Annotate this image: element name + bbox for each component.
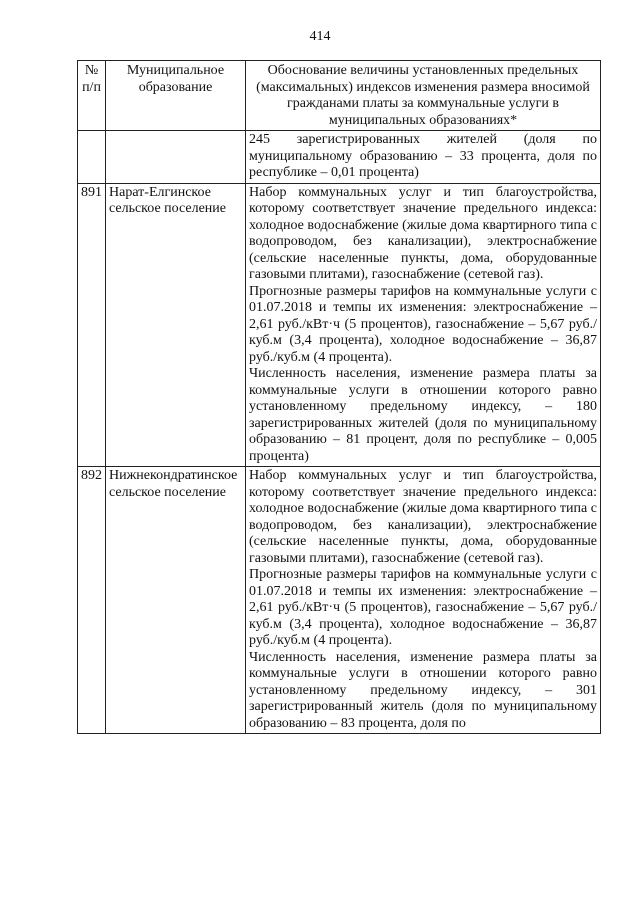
population-paragraph: Численность населения, изменение размера платы за коммунальные услуги в отношении которого равно установленному предельному индексу, – 301 зарегистрированный житель (доля по муниципальному образованию – 83 процента, доля по	[249, 649, 597, 731]
tariff-index-table	[77, 60, 601, 734]
table-row-continuation	[78, 131, 601, 184]
continuation-text: 245 зарегистрированных жителей (доля по муниципальному образованию – 33 процента, доля по республике – 0,01 процента)	[249, 132, 597, 180]
table-row	[78, 183, 601, 467]
row-municipality: Нарат-Елгинское сельское поселение	[106, 183, 246, 467]
page-number: 414	[309, 29, 331, 44]
row-justification	[246, 467, 601, 734]
population-paragraph: Численность населения, изменение размера платы за коммунальные услуги в отношении которого равно установленному предельному индексу, – 180 зарегистрированных жителей (доля по муниципальному образованию – 81 процент, доля по республике – 0,005 процента)	[249, 366, 597, 464]
row-municipality: Нижнекондратинское сельское поселение	[106, 467, 246, 734]
utility-set-paragraph: Набор коммунальных услуг и тип благоустройства, которому соответствует значение предельного индекса: холодное водоснабжение (жилые дома квартирного типа с водопроводом, без канализации), электроснабжение (сельские населенные пункты, дома, оборудованные газовыми плитами), газоснабжение (сетевой газ).	[249, 468, 597, 566]
table-row	[78, 467, 601, 734]
table-header-row	[78, 61, 601, 131]
tariff-forecast-paragraph: Прогнозные размеры тарифов на коммунальные услуги с 01.07.2018 и темпы их изменения: электроснабжение – 2,61 руб./кВт·ч (5 процентов), газоснабжение – 5,67 руб./куб.м (3,4 процента), холодное водоснабжение – 36,87 руб./куб.м (4 процента).	[249, 567, 597, 648]
header-num: № п/п	[78, 61, 106, 131]
header-municipality: Муниципальное образование	[106, 61, 246, 131]
row-num: 892	[78, 467, 106, 734]
tariff-forecast-paragraph: Прогнозные размеры тарифов на коммунальные услуги с 01.07.2018 и темпы их изменения: электроснабжение – 2,61 руб./кВт·ч (5 процентов), газоснабжение – 5,67 руб./куб.м (3,4 процента), холодное водоснабжение – 36,87 руб./куб.м (4 процента).	[249, 283, 597, 365]
header-justification: Обоснование величины установленных предельных (максимальных) индексов изменения размера вносимой гражданами платы за коммунальные услуги в муниципальных образованиях*	[246, 61, 601, 131]
utility-set-paragraph: Набор коммунальных услуг и тип благоустройства, которому соответствует значение предельного индекса: холодное водоснабжение (жилые дома квартирного типа с водопроводом, без канализации), электроснабжение (сельские населенные пункты, дома, оборудованные газовыми плитами), газоснабжение (сетевой газ).	[249, 184, 597, 282]
row-justification	[246, 183, 601, 467]
row-num: 891	[78, 183, 106, 467]
